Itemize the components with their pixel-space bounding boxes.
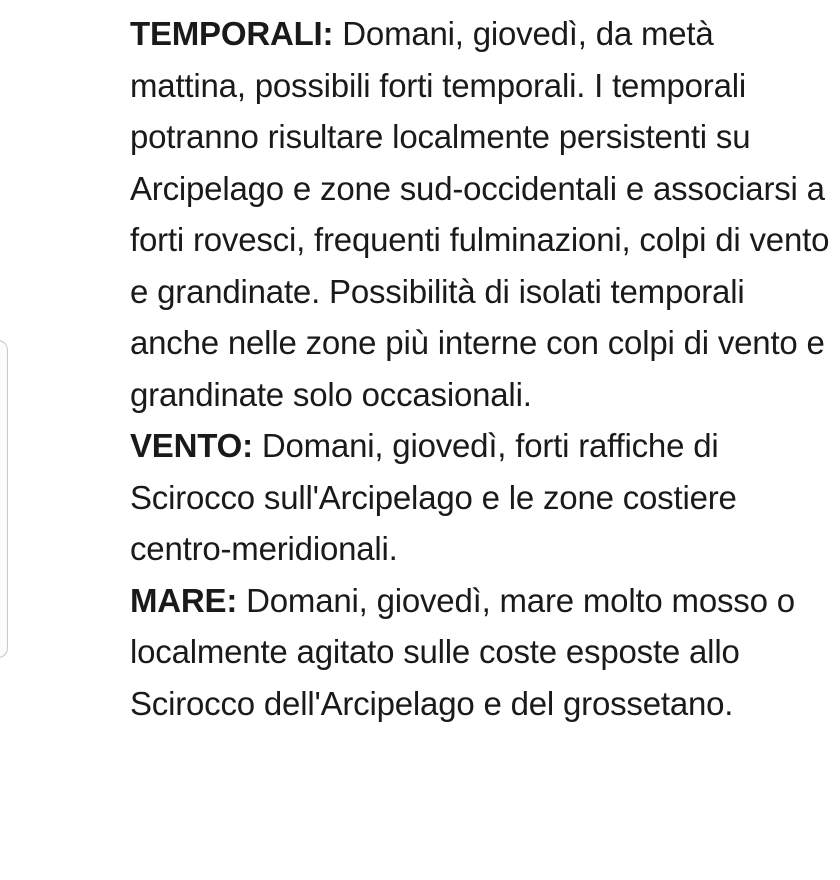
section-label-vento: VENTO:	[130, 427, 253, 464]
section-text-vento: Domani, giovedì, forti raffiche di Scirocco sull'Arcipelago e le zone costiere centro-meridionali.	[130, 427, 737, 567]
alert-bulletin-text	[130, 8, 830, 729]
section-temporali	[130, 8, 830, 420]
section-text-temporali: Domani, giovedì, da metà mattina, possibili forti temporali. I temporali potranno risultare localmente persistenti su Arcipelago e zone sud-occidentali e associarsi a forti rovesci, frequenti fulminazioni, colpi di vento e grandinate. Possibilità di isolati temporali anche nelle zone più interne con colpi di vento e grandinate solo occasionali.	[130, 15, 830, 413]
side-panel-handle[interactable]	[0, 340, 8, 658]
section-mare	[130, 575, 830, 730]
section-vento	[130, 420, 830, 575]
section-label-temporali: TEMPORALI:	[130, 15, 334, 52]
section-text-mare: Domani, giovedì, mare molto mosso o localmente agitato sulle coste esposte allo Scirocco dell'Arcipelago e del grossetano.	[130, 581, 795, 722]
section-label-mare: MARE:	[130, 581, 238, 619]
